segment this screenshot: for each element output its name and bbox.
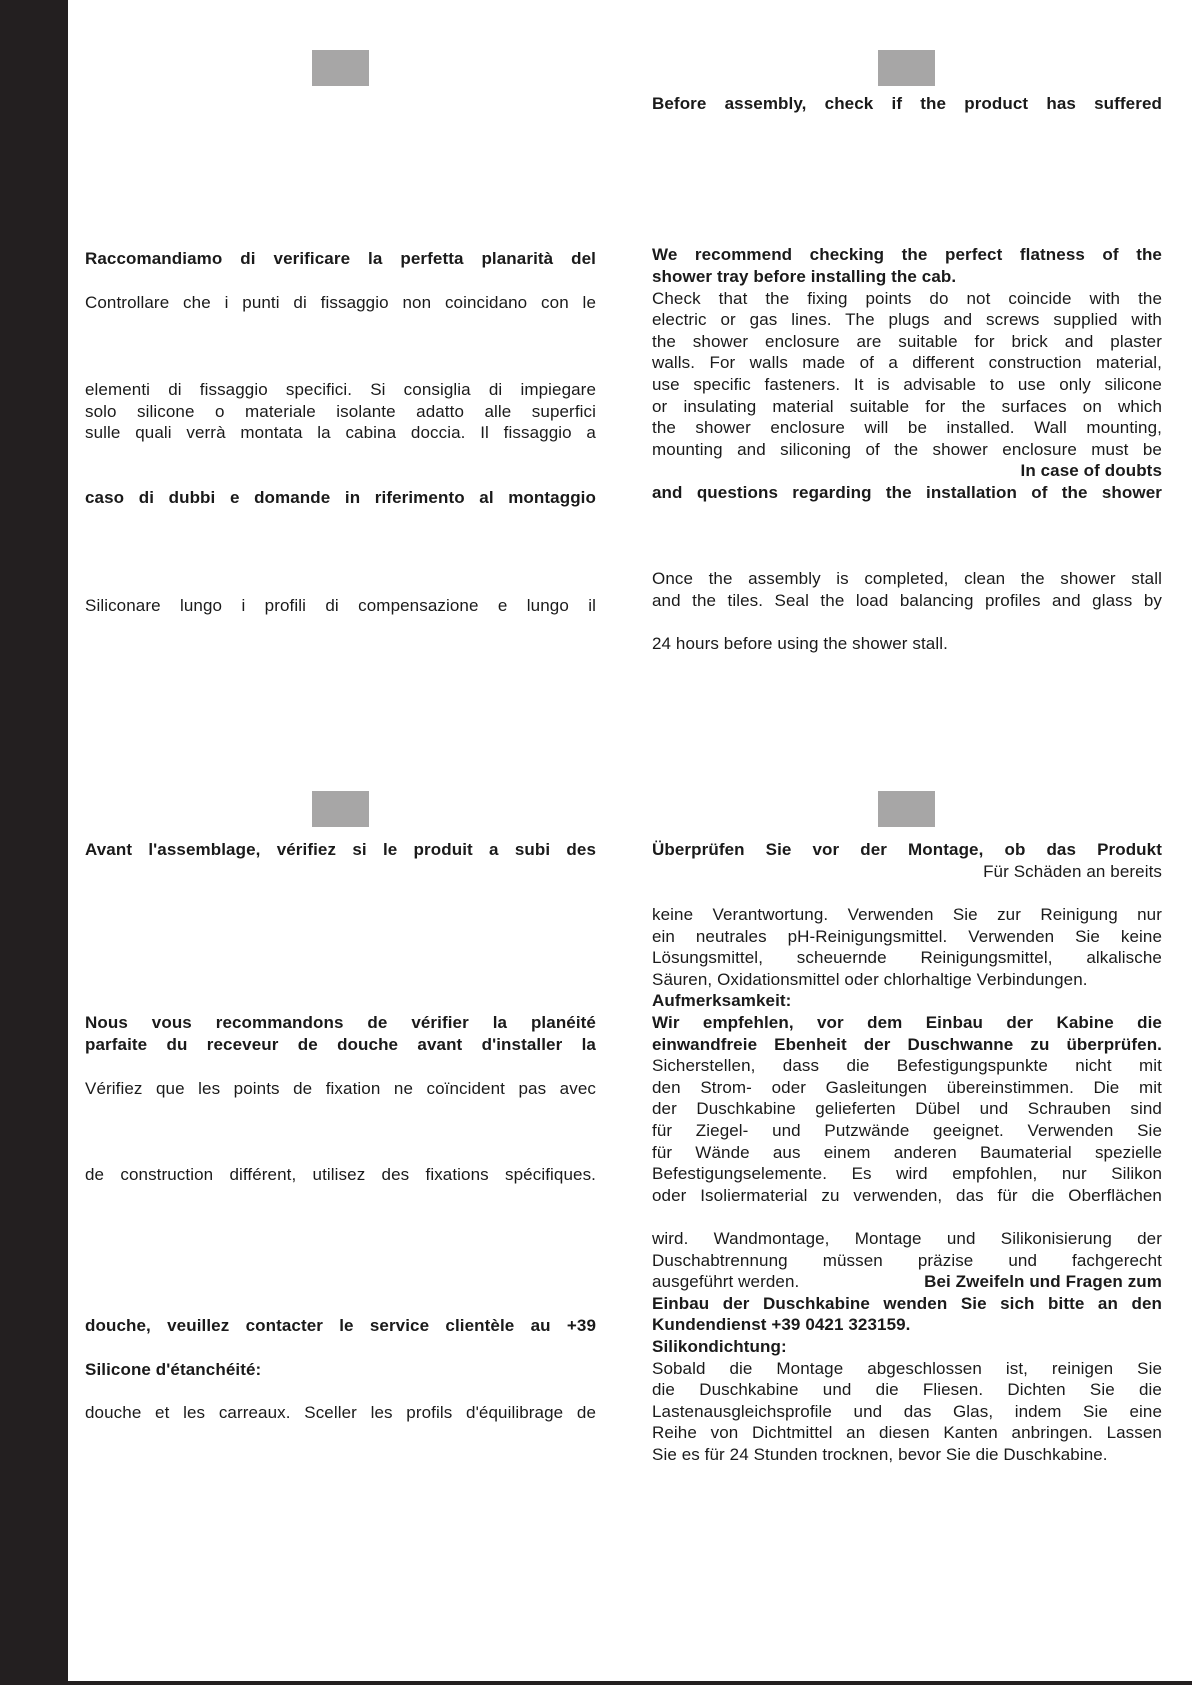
- text-line: walls. For walls made of a different construction material,: [652, 353, 1162, 372]
- text-line: Sobald die Montage abgeschlossen ist, reinigen Sie: [652, 1359, 1162, 1378]
- text-line: den Strom- oder Gasleitungen übereinstimmen. Die mit: [652, 1078, 1162, 1097]
- text-line: oder Isoliermaterial zu verwenden, das für die Oberflächen: [652, 1186, 1162, 1205]
- text-line: In case of doubts: [1020, 461, 1162, 480]
- text-line: the shower enclosure will be installed. Wall mounting,: [652, 418, 1162, 437]
- text-line: the shower enclosure are suitable for brick and plaster: [652, 332, 1162, 351]
- language-tab-marker-de: [878, 791, 935, 827]
- text-line: Säuren, Oxidationsmittel oder chlorhaltige Verbindungen.: [652, 970, 1088, 989]
- text-line: and questions regarding the installation of the shower: [652, 483, 1162, 502]
- text-line: Silikondichtung:: [652, 1337, 787, 1356]
- text-line: Silicone d'étanchéité:: [85, 1360, 262, 1379]
- text-line: Avant l'assemblage, vérifiez si le produit a subi des: [85, 840, 596, 859]
- text-line: solo silicone o materiale isolante adatto alle superfici: [85, 402, 596, 421]
- language-tab-marker-en: [878, 50, 935, 86]
- text-line: douche et les carreaux. Sceller les profils d'équilibrage de: [85, 1403, 596, 1422]
- text-line: Einbau der Duschkabine wenden Sie sich bitte an den: [652, 1294, 1162, 1313]
- text-line: Controllare che i punti di fissaggio non coincidano con le: [85, 293, 596, 312]
- text-line: der Duschkabine gelieferten Dübel und Schrauben sind: [652, 1099, 1162, 1118]
- text-line-part: ausgeführt werden.: [652, 1272, 800, 1291]
- text-line: Duschabtrennung müssen präzise und fachgerecht: [652, 1251, 1162, 1270]
- text-line: wird. Wandmontage, Montage und Silikonisierung der: [652, 1229, 1162, 1248]
- text-line: use specific fasteners. It is advisable to use only silicone: [652, 375, 1162, 394]
- text-line: einwandfreie Ebenheit der Duschwanne zu überprüfen.: [652, 1035, 1162, 1054]
- text-line: Für Schäden an bereits: [983, 862, 1162, 881]
- bottom-rule: [68, 1681, 1192, 1685]
- text-line-bold-part: Bei Zweifeln und Fragen zum: [924, 1272, 1162, 1291]
- text-line: elementi di fissaggio specifici. Si consiglia di impiegare: [85, 380, 596, 399]
- text-line: Sicherstellen, dass die Befestigungspunkte nicht mit: [652, 1056, 1162, 1075]
- text-line: Überprüfen Sie vor der Montage, ob das Produkt: [652, 840, 1162, 859]
- language-tab-marker-fr: [312, 791, 369, 827]
- text-line: de construction différent, utilisez des fixations spécifiques.: [85, 1165, 596, 1184]
- text-line: shower tray before installing the cab.: [652, 267, 957, 286]
- left-sidebar-bar: [0, 0, 68, 1685]
- text-line: [652, 1271, 1162, 1293]
- text-line: Lösungsmittel, scheuernde Reinigungsmittel, alkalische: [652, 948, 1162, 967]
- text-line: ein neutrales pH-Reinigungsmittel. Verwenden Sie keine: [652, 927, 1162, 946]
- text-line: keine Verantwortung. Verwenden Sie zur Reinigung nur: [652, 905, 1162, 924]
- text-line: Before assembly, check if the product has suffered: [652, 94, 1162, 113]
- text-line: Aufmerksamkeit:: [652, 991, 792, 1010]
- text-line: die Duschkabine und die Fliesen. Dichten Sie die: [652, 1380, 1162, 1399]
- text-line: Nous vous recommandons de vérifier la planéité: [85, 1013, 596, 1032]
- text-line: für Wände aus einem anderen Baumaterial spezielle: [652, 1143, 1162, 1162]
- text-line: Check that the fixing points do not coincide with the: [652, 289, 1162, 308]
- text-line: Raccomandiamo di verificare la perfetta planarità del: [85, 249, 596, 268]
- text-line: Once the assembly is completed, clean the shower stall: [652, 569, 1162, 588]
- text-line: parfaite du receveur de douche avant d'installer la: [85, 1035, 596, 1054]
- text-line: Reihe von Dichtmittel an diesen Kanten anbringen. Lassen: [652, 1423, 1162, 1442]
- text-line: Siliconare lungo i profili di compensazione e lungo il: [85, 596, 596, 615]
- text-line: 24 hours before using the shower stall.: [652, 634, 948, 653]
- text-line: Vérifiez que les points de fixation ne coïncident pas avec: [85, 1079, 596, 1098]
- text-line: Kundendienst +39 0421 323159.: [652, 1315, 911, 1334]
- text-line: and the tiles. Seal the load balancing profiles and glass by: [652, 591, 1162, 610]
- text-line: Lastenausgleichsprofile und das Glas, indem Sie eine: [652, 1402, 1162, 1421]
- text-line: or insulating material suitable for the surfaces on which: [652, 397, 1162, 416]
- text-line: electric or gas lines. The plugs and screws supplied with: [652, 310, 1162, 329]
- text-line: caso di dubbi e domande in riferimento al montaggio: [85, 488, 596, 507]
- text-line: We recommend checking the perfect flatness of the: [652, 245, 1162, 264]
- language-tab-marker-it: [312, 50, 369, 86]
- text-line: sulle quali verrà montata la cabina doccia. Il fissaggio a: [85, 423, 596, 442]
- text-line: Wir empfehlen, vor dem Einbau der Kabine die: [652, 1013, 1162, 1032]
- text-line: Befestigungselemente. Es wird empfohlen, nur Silikon: [652, 1164, 1162, 1183]
- text-line: für Ziegel- und Putzwände geeignet. Verwenden Sie: [652, 1121, 1162, 1140]
- text-line: Sie es für 24 Stunden trocknen, bevor Sie die Duschkabine.: [652, 1445, 1108, 1464]
- text-line: mounting and siliconing of the shower enclosure must be: [652, 440, 1162, 459]
- text-line: douche, veuillez contacter le service clientèle au +39: [85, 1316, 596, 1335]
